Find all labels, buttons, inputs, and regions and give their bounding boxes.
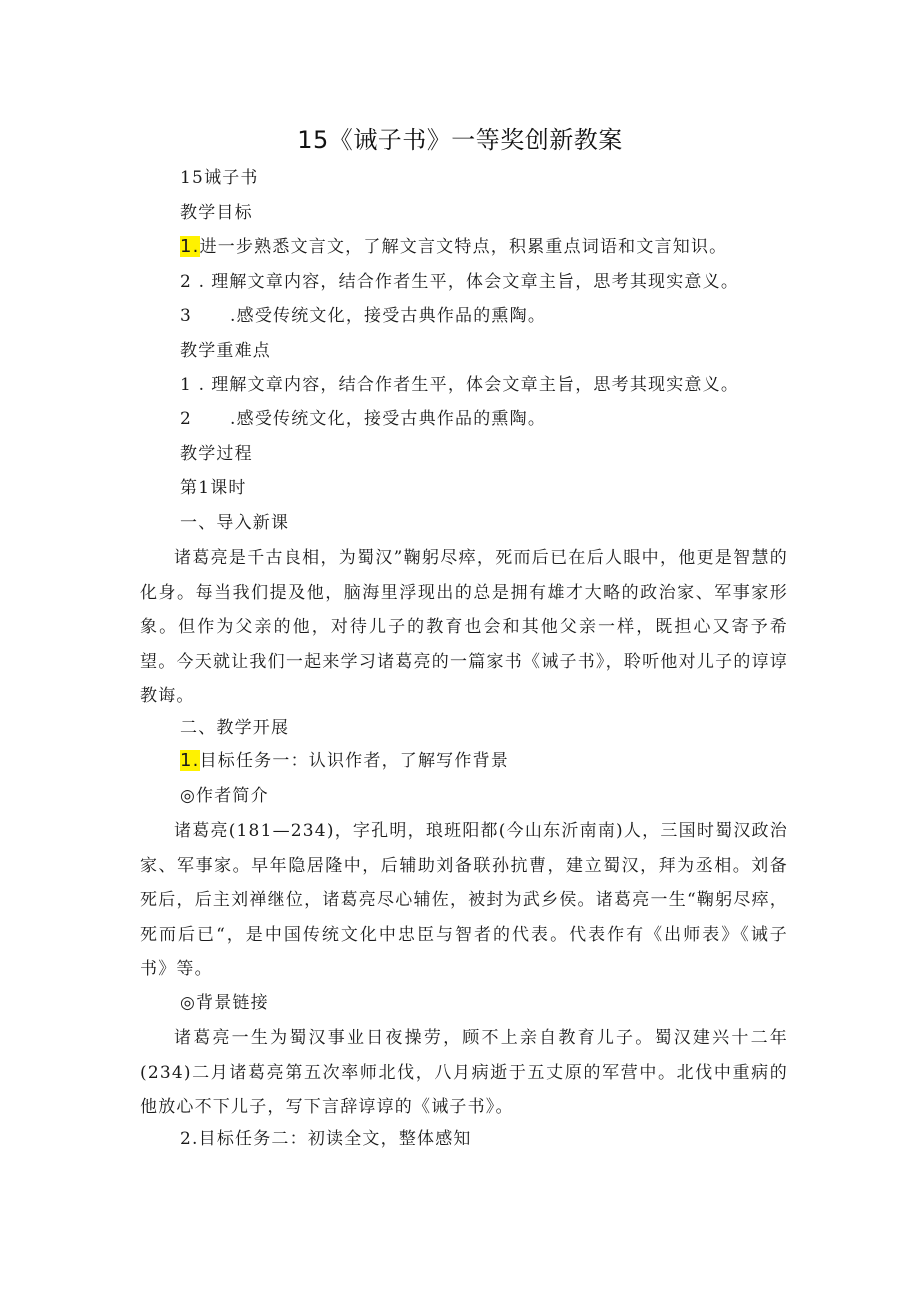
task-1-text: 目标任务一：认识作者，了解写作背景: [199, 751, 509, 771]
goal-item-2: [180, 269, 739, 295]
goal-item-1: [180, 234, 727, 260]
goal-1-text: 进一步熟悉文言文，了解文言文特点，积累重点词语和文言知识。: [199, 237, 728, 257]
process-heading: 教学过程: [180, 444, 253, 464]
key-point-1-text: 理解文章内容，结合作者生平，体会文章主旨，思考其现实意义。: [211, 375, 740, 395]
intro-paragraph: 诸葛亮是千古良相，为蜀汉”鞠躬尽瘁，死而后已在后人眼中，他更是智慧的化身。每当我们提及他，脑海里浮现出的总是拥有雄才大略的政治家、军事家形象。但作为父亲的他，对待儿子的教育也会和其他父亲一样，既担心又寄予希望。今天就让我们一起来学习诸葛亮的一篇家书《诫子书》，聆听他对儿子的谆谆教诲。: [140, 548, 788, 707]
task-1-line: [180, 748, 509, 774]
document-title: 15《诫子书》一等奖创新教案: [297, 126, 623, 154]
section-heading-development: 二、教学开展: [180, 718, 290, 738]
key-point-2-text: .感受传统文化，接受古典作品的熏陶。: [230, 409, 547, 429]
key-point-item-1: [180, 372, 739, 398]
goal-3-number: 3: [180, 306, 193, 326]
key-point-item-2: [180, 406, 546, 432]
key-point-1-number: 1 .: [180, 375, 206, 395]
author-paragraph: 诸葛亮(181—234)，字孔明，琅班阳都(今山东沂南南)人，三国时蜀汉政治家、军事家。早年隐居隆中，后辅助刘备联孙抗曹，建立蜀汉，拜为丞相。刘备死后，后主刘禅继位，诸葛亮尽心辅佐，被封为武乡侯。诸葛亮一生“鞠躬尽瘁，死而后已“，是中国传统文化中忠臣与智者的代表。代表作有《出师表》《诫子书》等。: [140, 821, 788, 980]
goal-item-3: [180, 303, 546, 329]
goal-2-number: 2 .: [180, 272, 206, 292]
task-2-line: 2.目标任务二：初读全文，整体感知: [180, 1129, 472, 1149]
author-heading: ◎作者简介: [180, 786, 269, 806]
background-heading: ◎背景链接: [180, 993, 269, 1013]
period-label: 第1课时: [180, 478, 247, 498]
background-paragraph: 诸葛亮一生为蜀汉事业日夜操劳，顾不上亲自教育儿子。蜀汉建兴十二年(234)二月诸葛亮第五次率师北伐，八月病逝于五丈原的军营中。北伐中重病的他放心不下儿子，写下言辞谆谆的《诫子书》。: [140, 1028, 788, 1118]
goals-heading: 教学目标: [180, 203, 253, 223]
key-point-2-number: 2: [180, 409, 193, 429]
key-points-heading: 教学重难点: [180, 341, 271, 361]
section-heading-intro: 一、导入新课: [180, 513, 290, 533]
task-1-number: 1.: [180, 750, 200, 771]
goal-2-text: 理解文章内容，结合作者生平，体会文章主旨，思考其现实意义。: [211, 272, 740, 292]
goal-3-text: .感受传统文化，接受古典作品的熏陶。: [230, 306, 547, 326]
goal-1-number: 1.: [180, 236, 200, 257]
lesson-label: 15诫子书: [180, 168, 259, 188]
